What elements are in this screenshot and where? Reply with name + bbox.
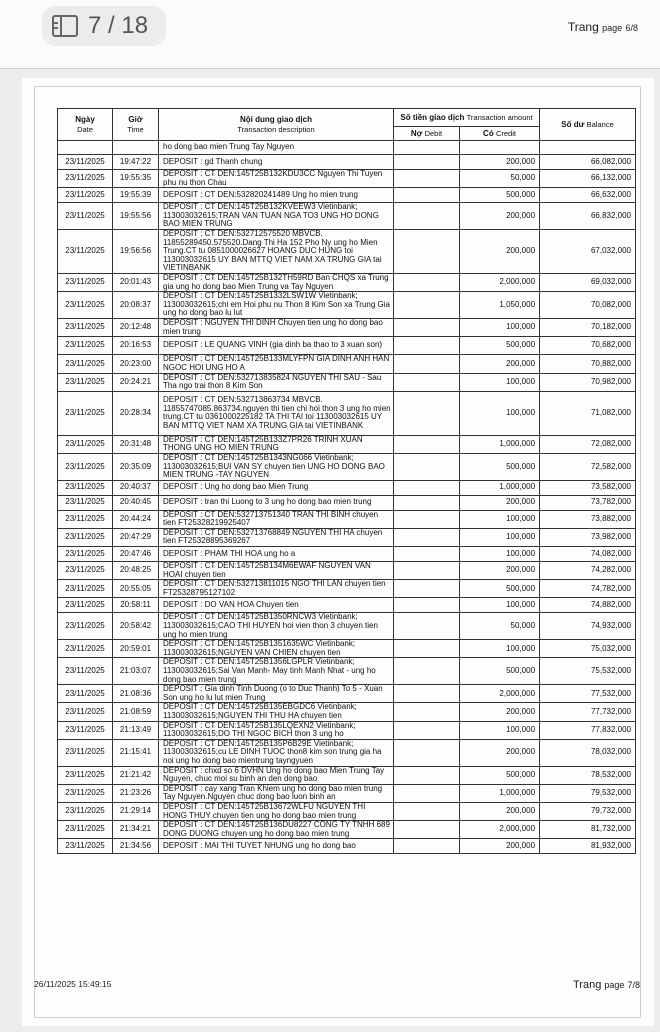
debit-cell [394,580,460,598]
description-cell: DEPOSIT : CT DEN:145T25B1351635WC Vietinbank; 113003032615;NGUYEN VAN CHIEN chuyen tien [159,640,394,658]
debit-cell [394,373,460,391]
balance-cell: 81,732,000 [540,821,636,839]
date-cell: 23/11/2025 [58,435,113,453]
transaction-row [58,598,636,613]
credit-cell: 100,000 [460,721,540,739]
balance-cell: 78,532,000 [540,766,636,784]
page-indicator-badge[interactable] [42,6,166,46]
description-cell: DEPOSIT : tran thi Luong to 3 ung ho dong bao mien trung [159,495,394,510]
debit-cell [394,188,460,203]
date-cell: 23/11/2025 [58,703,113,721]
credit-cell: 200,000 [460,203,540,230]
credit-header: Có Credit [460,127,540,141]
credit-cell: 200,000 [460,739,540,766]
time-cell: 20:16:53 [113,337,159,355]
transaction-row [58,528,636,546]
credit-cell: 100,000 [460,510,540,528]
time-cell: 20:55:05 [113,580,159,598]
balance-cell: 72,082,000 [540,435,636,453]
debit-cell [394,739,460,766]
date-cell: 23/11/2025 [58,188,113,203]
transaction-row [58,703,636,721]
date-cell: 23/11/2025 [58,155,113,170]
time-cell: 20:31:48 [113,435,159,453]
balance-cell: 73,782,000 [540,495,636,510]
time-cell: 20:58:11 [113,598,159,613]
date-cell: 23/11/2025 [58,766,113,784]
date-cell: 23/11/2025 [58,495,113,510]
transaction-row [58,640,636,658]
balance-cell: 81,932,000 [540,839,636,854]
debit-cell [394,839,460,854]
description-cell: DEPOSIT : MAI THI TUYET NHUNG ung ho dong bao [159,839,394,854]
debit-cell [394,598,460,613]
debit-cell [394,510,460,528]
balance-cell: 66,082,000 [540,155,636,170]
time-cell: 21:03:07 [113,658,159,685]
date-cell: 23/11/2025 [58,640,113,658]
date-cell: 23/11/2025 [58,613,113,640]
date-cell: 23/11/2025 [58,598,113,613]
credit-cell: 50,000 [460,613,540,640]
description-cell: DEPOSIT : NGUYEN THI DINH Chuyen tien ung ho dong bao mien trung [159,318,394,336]
credit-cell: 100,000 [460,640,540,658]
date-cell: 23/11/2025 [58,784,113,802]
debit-cell [394,480,460,495]
description-cell: DEPOSIT : CT DEN:532712575520 MBVCB. 11855289450.575520.Dang Thi Ha 152 Pho Ny ung ho Mien Trung.CT tu 0851000026627 HOANG DUC HUNG toi 113003032615 UY BAN MTTQ VIET NAM XA TRUNG GIA tai VIETINBANK [159,229,394,273]
credit-cell: 100,000 [460,528,540,546]
time-cell: 20:24:21 [113,373,159,391]
previous-page-bottom [0,0,660,69]
time-cell: 20:48:25 [113,562,159,580]
transaction-row [58,453,636,480]
credit-cell: 2,000,000 [460,821,540,839]
transaction-row [58,547,636,562]
balance-cell: 70,982,000 [540,373,636,391]
credit-cell: 200,000 [460,703,540,721]
description-cell: DEPOSIT : CT DEN:532713768849 NGUYEN THI HA chuyen tien FT25328895369267 [159,528,394,546]
transaction-row [58,721,636,739]
transaction-row [58,480,636,495]
credit-cell: 50,000 [460,170,540,188]
transaction-row [58,318,636,336]
credit-cell: 200,000 [460,802,540,820]
transaction-row [58,766,636,784]
time-cell: 21:08:36 [113,685,159,703]
credit-cell: 200,000 [460,495,540,510]
debit-header: Nợ Debit [394,127,460,141]
amount-header: Số tiền giao dịch Transaction amount [394,109,540,127]
balance-cell: 74,082,000 [540,547,636,562]
date-cell: 23/11/2025 [58,685,113,703]
page-indicator-text: 7 / 18 [88,12,149,39]
continuation-row [58,141,636,155]
transaction-row [58,613,636,640]
credit-cell: 100,000 [460,547,540,562]
description-cell: DEPOSIT : CT DEN:145T25B13672WLFU NGUYEN THI HONG THUY chuyen tien ung ho dong bao mien trung [159,802,394,820]
balance-cell: 77,532,000 [540,685,636,703]
description-cell: DEPOSIT : PHAM THI HOA ung ho a [159,547,394,562]
date-cell: 23/11/2025 [58,739,113,766]
time-cell: 20:40:37 [113,480,159,495]
debit-cell [394,273,460,291]
transaction-row [58,739,636,766]
transaction-row [58,784,636,802]
balance-cell: 75,032,000 [540,640,636,658]
transaction-row [58,435,636,453]
debit-cell [394,658,460,685]
credit-cell: 500,000 [460,188,540,203]
debit-cell [394,685,460,703]
print-timestamp: 26/11/2025 15:49:15 [34,979,112,989]
date-cell: 23/11/2025 [58,453,113,480]
balance-cell: 70,882,000 [540,355,636,373]
debit-cell [394,453,460,480]
date-cell: 23/11/2025 [58,528,113,546]
debit-cell [394,784,460,802]
transaction-row [58,155,636,170]
balance-cell: 75,532,000 [540,658,636,685]
transaction-row [58,839,636,854]
credit-cell: 200,000 [460,155,540,170]
time-cell: 20:47:29 [113,528,159,546]
description-cell: DEPOSIT : CT DEN:145T25B135EBGDC6 Vietinbank; 113003032615;NGUYEN THI THU HA chuyen tien [159,703,394,721]
transaction-table [57,108,636,854]
credit-cell: 2,000,000 [460,273,540,291]
time-cell: 21:29:14 [113,802,159,820]
balance-cell: 73,582,000 [540,480,636,495]
balance-cell: 77,832,000 [540,721,636,739]
description-cell: DEPOSIT : LE QUANG VINH (gia dinh ba thao to 3 xuan son) [159,337,394,355]
description-cell: DEPOSIT : CT DEN:145T25B135P6B29E Vietinbank; 113003032615;cu LE DINH TUOC thon8 kim son trung gia ha noi ung ho dong bao mientrung tayngyuen [159,739,394,766]
transaction-row [58,391,636,435]
date-cell: 23/11/2025 [58,839,113,854]
date-cell: 23/11/2025 [58,203,113,230]
credit-cell: 500,000 [460,337,540,355]
debit-cell [394,821,460,839]
time-cell: 20:23:00 [113,355,159,373]
description-cell: DEPOSIT : CT DEN:145T25B1332LSW1W Vietinbank; 113003032615;chi em Hoi phu nu Thon 8 Kim Son xa Trung Gia ung ho dong bao lu lut [159,292,394,319]
debit-cell [394,155,460,170]
time-cell: 19:56:56 [113,229,159,273]
balance-cell: 74,932,000 [540,613,636,640]
transaction-row [58,685,636,703]
time-cell: 20:40:45 [113,495,159,510]
description-cell: DEPOSIT : CT DEN:145T25B132KDU3CC Nguyen Thi Tuyen phu nu thon Chau [159,170,394,188]
balance-cell: 78,032,000 [540,739,636,766]
balance-cell: 73,882,000 [540,510,636,528]
time-cell: 21:34:21 [113,821,159,839]
credit-cell: 1,000,000 [460,784,540,802]
date-cell: 23/11/2025 [58,373,113,391]
balance-cell: 66,632,000 [540,188,636,203]
previous-page-number: Trang page 6/8 [567,20,638,34]
description-cell: DEPOSIT : DO VAN HOA Chuyen tien [159,598,394,613]
transaction-row [58,580,636,598]
time-cell: 20:08:37 [113,292,159,319]
credit-cell: 100,000 [460,391,540,435]
debit-cell [394,721,460,739]
credit-cell: 1,000,000 [460,480,540,495]
time-cell: 20:59:01 [113,640,159,658]
balance-cell: 66,832,000 [540,203,636,230]
debit-cell [394,613,460,640]
credit-cell: 500,000 [460,658,540,685]
date-cell: 23/11/2025 [58,547,113,562]
debit-cell [394,435,460,453]
balance-cell: 79,532,000 [540,784,636,802]
date-cell: 23/11/2025 [58,273,113,291]
credit-cell: 1,050,000 [460,292,540,319]
date-cell: 23/11/2025 [58,821,113,839]
debit-cell [394,547,460,562]
credit-cell: 500,000 [460,766,540,784]
date-cell: 23/11/2025 [58,391,113,435]
date-cell: 23/11/2025 [58,510,113,528]
balance-cell: 74,782,000 [540,580,636,598]
debit-cell [394,170,460,188]
description-cell: DEPOSIT : CT DEN:145T25B1350RNCW3 Vietinbank; 113003032615;CAO THI HUYEN hoi vien thon 3 chuyen tien ung ho mien trung [159,613,394,640]
time-cell: 19:55:39 [113,188,159,203]
transaction-row [58,292,636,319]
transaction-row [58,802,636,820]
time-cell: 21:15:41 [113,739,159,766]
balance-cell: 72,582,000 [540,453,636,480]
time-cell: 19:55:35 [113,170,159,188]
transaction-row [58,562,636,580]
date-cell: 23/11/2025 [58,292,113,319]
date-cell: 23/11/2025 [58,355,113,373]
time-cell: 19:55:56 [113,203,159,230]
transaction-row [58,188,636,203]
description-cell: DEPOSIT : CT DEN:532713835824 NGUYEN THI SAU - Sau Tha ngo trai thon 8 Kim Son [159,373,394,391]
description-cell: DEPOSIT : CT DEN:532713863734 MBVCB. 11855747085.863734.nguyen thi tien chi hoi thon 3 ung ho mien trung.CT tu 0361000225182 TA THI TAI toi 113003032615 UY BAN MTTQ VIET NAM XA TRUNG GIA tai VIETINBANK [159,391,394,435]
debit-cell [394,318,460,336]
credit-cell: 100,000 [460,373,540,391]
description-cell: DEPOSIT : CT DEN:145T25B1356LGPLR Vietinbank; 113003032615;Sai Van Manh- May tinh Manh Nhat - ung ho dong bao mien trung [159,658,394,685]
transaction-row [58,495,636,510]
credit-cell: 200,000 [460,562,540,580]
time-cell: 21:23:26 [113,784,159,802]
time-cell: 21:13:49 [113,721,159,739]
balance-cell: 67,032,000 [540,229,636,273]
date-cell: 23/11/2025 [58,480,113,495]
description-cell: DEPOSIT : CT DEN:145T25B135LQEXN2 Vietinbank; 113003032615;DO THI NGOC BICH thon 3 ung ho [159,721,394,739]
description-cell: DEPOSIT : CT DEN:145T25B136DU8227 CONG TY TNHH 689 DONG DUONG chuyen ung ho dong bao mien trung [159,821,394,839]
balance-cell: 70,182,000 [540,318,636,336]
transaction-row [58,373,636,391]
date-cell: 23/11/2025 [58,658,113,685]
description-cell: DEPOSIT : Ung ho dong bao Mien Trung [159,480,394,495]
balance-cell: 66,132,000 [540,170,636,188]
description-cell: DEPOSIT : CT DEN:145T25B132KVEEW3 Vietinbank; 113003032615;TRAN VAN TUAN NGA TO3 UNG HO DONG BAO MIEN TRUNG [159,203,394,230]
date-cell: 23/11/2025 [58,337,113,355]
time-cell: 20:44:24 [113,510,159,528]
time-cell: 20:12:48 [113,318,159,336]
sidebar-toggle-icon[interactable] [52,15,78,37]
description-cell: DEPOSIT : CT DEN:532713751340 TRAN THI BINH chuyen tien FT25328219925407 [159,510,394,528]
transaction-row [58,203,636,230]
debit-cell [394,229,460,273]
description-cell: DEPOSIT : gd Thanh chung [159,155,394,170]
description-cell: DEPOSIT : chxd so 6 DVHN Ung ho dong bao Mien Trung Tay Nguyen, chuc moi su binh an den dong bao [159,766,394,784]
description-cell: DEPOSIT : CT DEN:145T25B133MLYFPN GIA DINH ANH HAN NGOC HOI UNG HO A [159,355,394,373]
credit-cell: 100,000 [460,598,540,613]
credit-cell: 500,000 [460,453,540,480]
debit-cell [394,355,460,373]
credit-cell: 200,000 [460,355,540,373]
time-cell: 20:58:42 [113,613,159,640]
date-cell: 23/11/2025 [58,170,113,188]
transaction-row [58,337,636,355]
debit-cell [394,562,460,580]
time-cell: 20:47:46 [113,547,159,562]
description-cell: DEPOSIT : CT DEN:145T25B133Z7PR26 TRINH XUAN THONG UNG HO MIEN TRUNG [159,435,394,453]
credit-cell: 2,000,000 [460,685,540,703]
transaction-row [58,355,636,373]
date-cell: 23/11/2025 [58,802,113,820]
time-header: Giờ Time [113,109,159,141]
time-cell: 20:35:09 [113,453,159,480]
balance-cell: 73,982,000 [540,528,636,546]
debit-cell [394,802,460,820]
balance-header: Số dư Balance [540,109,636,141]
balance-cell: 71,082,000 [540,391,636,435]
description-cell: DEPOSIT : CT DEN:532820241489 Ung ho mien trung [159,188,394,203]
transaction-row [58,658,636,685]
debit-cell [394,337,460,355]
date-cell: 23/11/2025 [58,229,113,273]
description-cell: DEPOSIT : cay xang Tran Khiem ung ho dong bao mien trung Tay Nguyen.Nguyen chuc dong bao luon binh an [159,784,394,802]
description-cell: DEPOSIT : CT DEN:145T25B1343NG066 Vietinbank; 113003032615;BUI VAN SY chuyen tien UNG HO DONG BAO MIEN TRUNG -TAY NGUYEN [159,453,394,480]
debit-cell [394,640,460,658]
transaction-row [58,229,636,273]
date-cell: 23/11/2025 [58,318,113,336]
balance-cell: 69,032,000 [540,273,636,291]
transaction-row [58,510,636,528]
debit-cell [394,495,460,510]
description-cell: DEPOSIT : CT DEN:145T25B132TH59RD Ban CHQS xa Trung gia ung ho dong bao Mien Trung va Tay Nguyen [159,273,394,291]
page-number: Trang page 7/8 [573,979,640,991]
credit-cell: 200,000 [460,229,540,273]
transaction-row [58,170,636,188]
balance-cell: 70,682,000 [540,337,636,355]
time-cell: 20:01:43 [113,273,159,291]
continuation-text: ho dong bao mien Trung Tay Nguyen [159,141,394,155]
credit-cell: 100,000 [460,318,540,336]
balance-cell: 79,732,000 [540,802,636,820]
transaction-row [58,821,636,839]
description-cell: DEPOSIT : CT DEN:145T25B134M6EWAF NGUYEN VAN HOAI chuyen tien [159,562,394,580]
balance-cell: 77,732,000 [540,703,636,721]
debit-cell [394,203,460,230]
debit-cell [394,528,460,546]
credit-cell: 200,000 [460,839,540,854]
description-cell: DEPOSIT : CT DEN:532713811015 NGO THI LAN chuyen tien FT25328795127102 [159,580,394,598]
time-cell: 19:47:22 [113,155,159,170]
debit-cell [394,391,460,435]
time-cell: 21:21:42 [113,766,159,784]
transaction-row [58,273,636,291]
statement-page [22,78,654,1026]
time-cell: 20:28:34 [113,391,159,435]
credit-cell: 1,000,000 [460,435,540,453]
date-cell: 23/11/2025 [58,721,113,739]
debit-cell [394,703,460,721]
date-cell: 23/11/2025 [58,562,113,580]
date-cell: 23/11/2025 [58,580,113,598]
balance-cell: 74,882,000 [540,598,636,613]
time-cell: 21:08:59 [113,703,159,721]
credit-cell: 500,000 [460,580,540,598]
time-cell: 21:34:56 [113,839,159,854]
debit-cell [394,292,460,319]
debit-cell [394,766,460,784]
balance-cell: 70,082,000 [540,292,636,319]
description-header: Nội dung giao dịch Transaction description [159,109,394,141]
description-cell: DEPOSIT : Gia dinh Tinh Duong (o to Duc Thanh) To 5 - Xuan Son ung ho lu lut mien Trung [159,685,394,703]
balance-cell: 74,282,000 [540,562,636,580]
date-header: Ngày Date [58,109,113,141]
